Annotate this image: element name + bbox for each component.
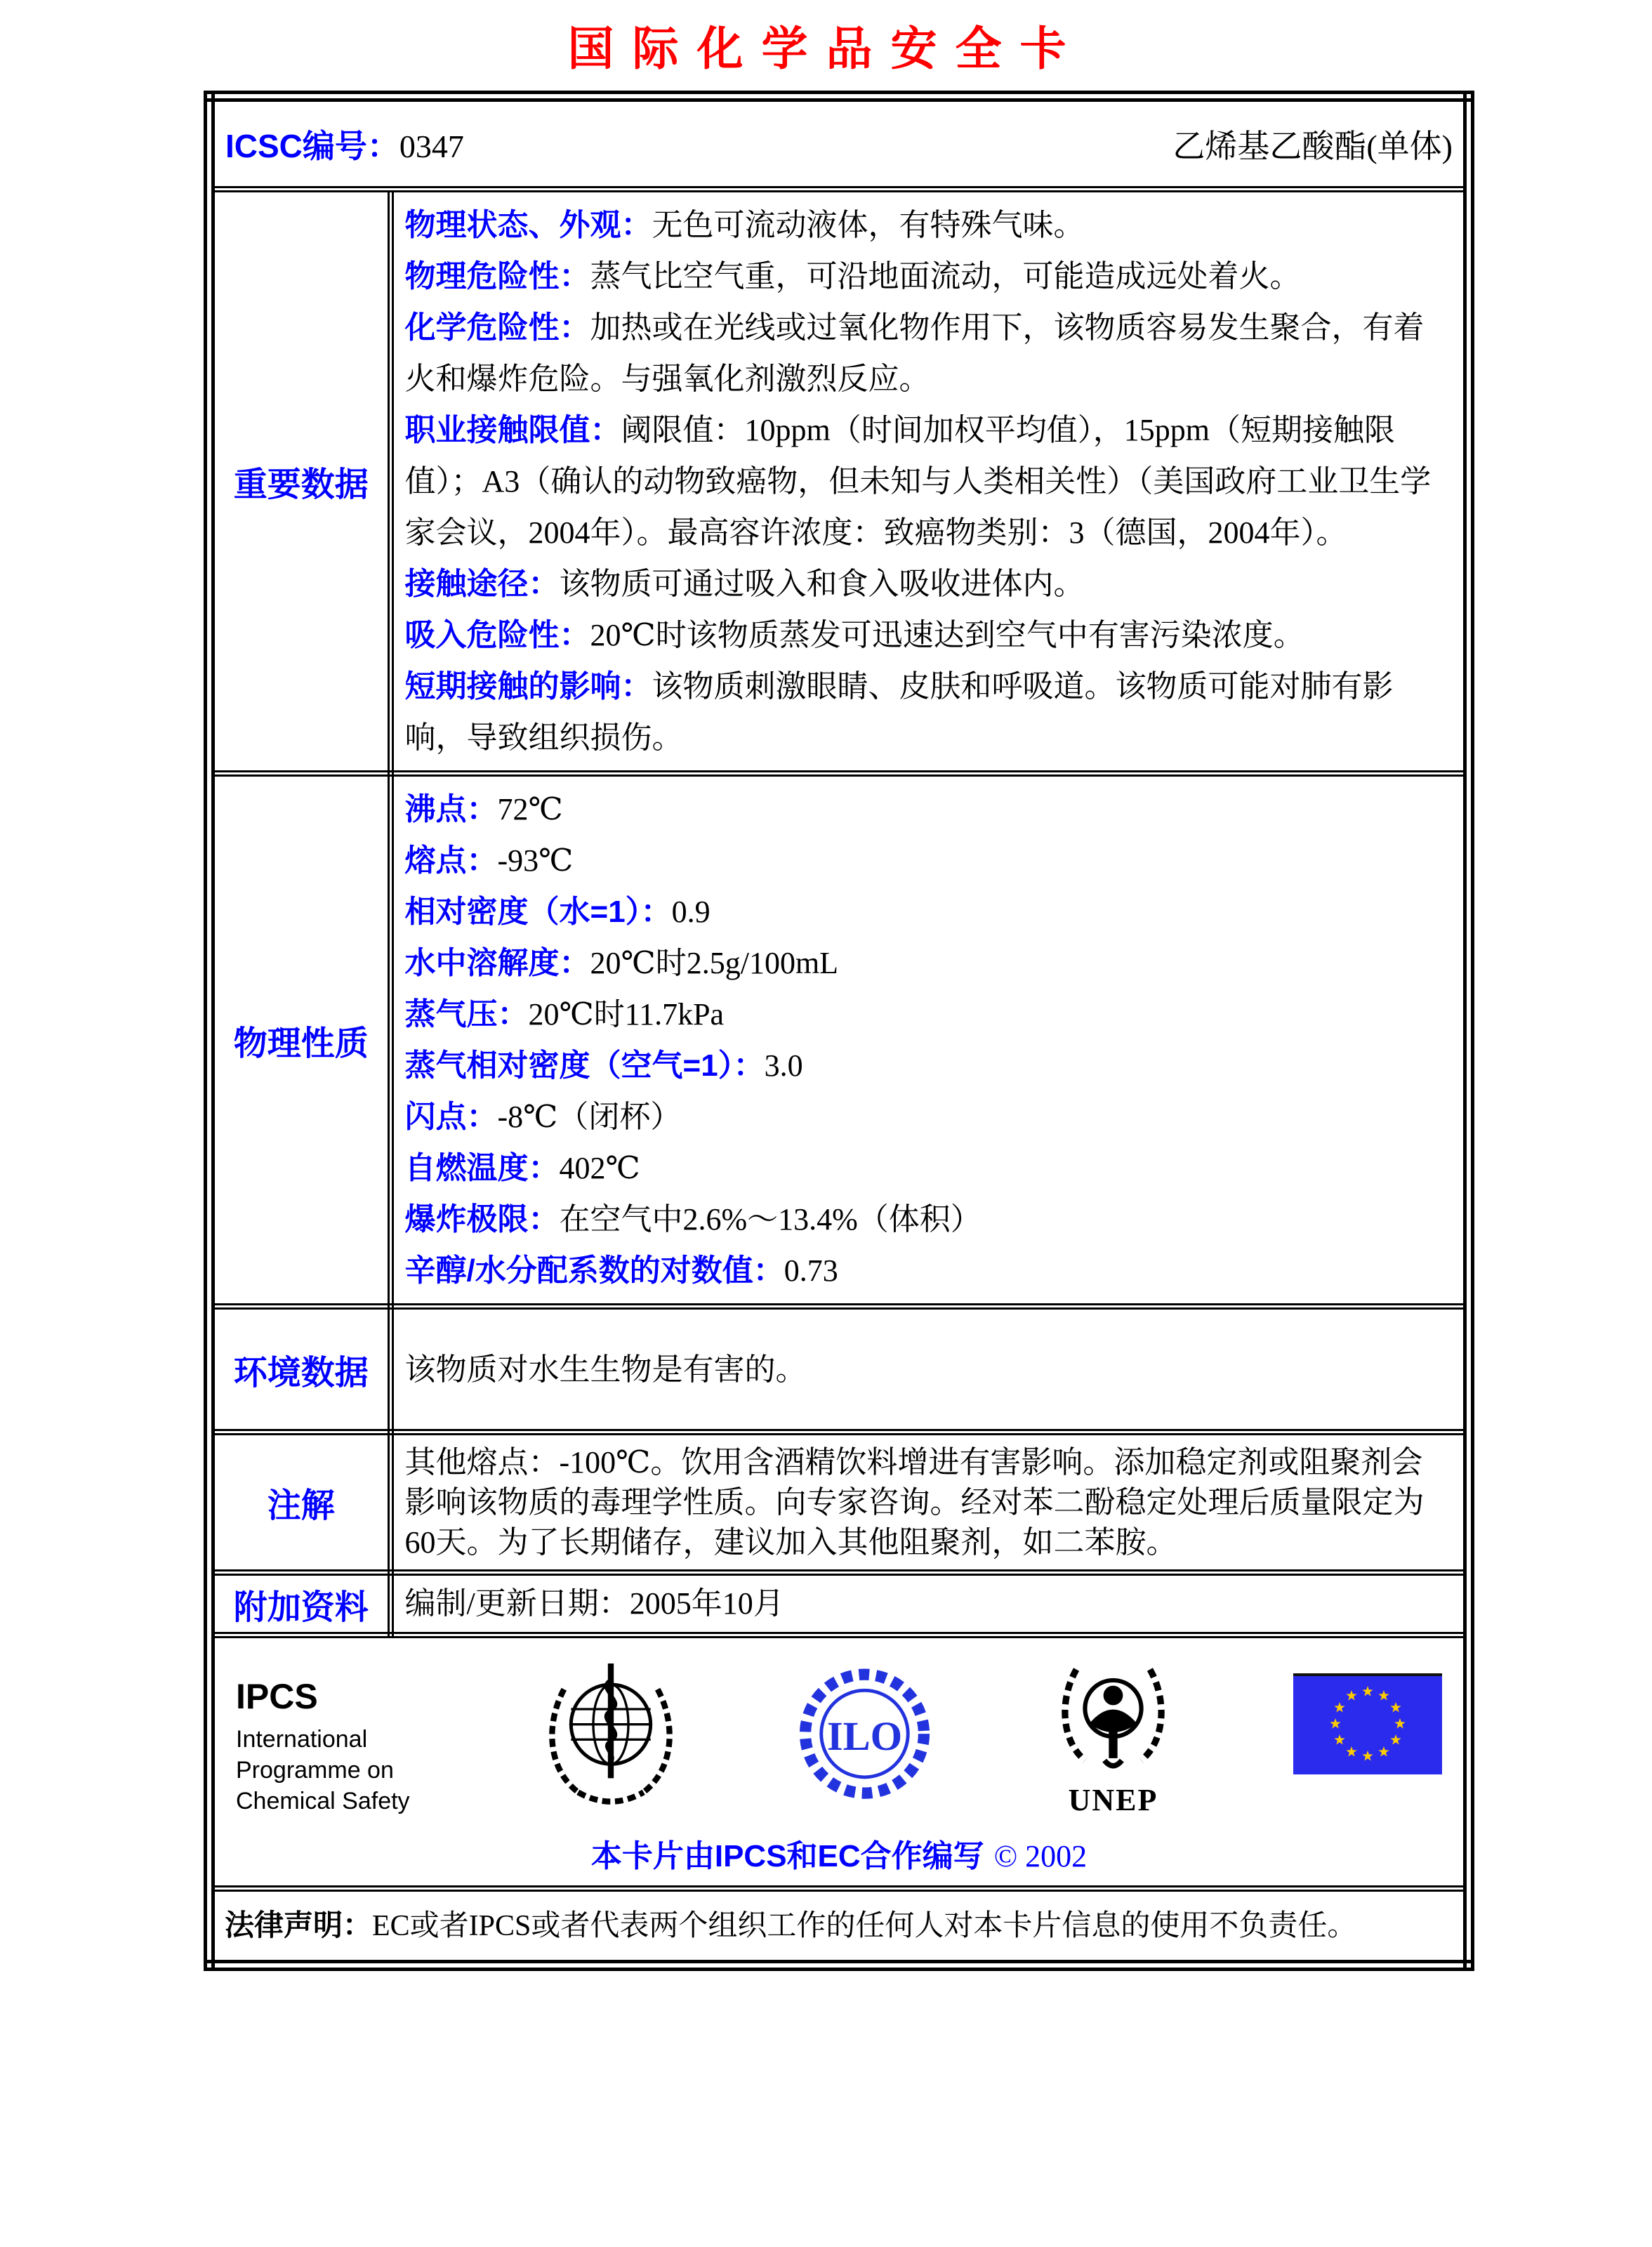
field-exposure-routes: 接触途径：该物质可通过吸入和食入吸收进体内。 <box>404 567 1085 601</box>
ipcs-text-block <box>236 1656 425 1817</box>
field-inhalation-risk: 吸入危险性：20℃时该物质蒸发可迅速达到空气中有害污染浓度。 <box>404 618 1304 652</box>
field-autoignition-temperature: 自燃温度：402℃ <box>404 1151 640 1185</box>
section-label-notes: 注解 <box>209 1432 390 1573</box>
field-melting-point: 熔点：-93℃ <box>404 843 574 878</box>
legal-row <box>209 1889 1469 1966</box>
additional-info-row <box>209 1573 1469 1635</box>
eu-flag-icon <box>1293 1656 1442 1774</box>
icsc-number-group <box>225 121 464 167</box>
icsc-number-value: 0347 <box>399 129 464 164</box>
field-vapor-relative-density: 蒸气相对密度（空气=1）：3.0 <box>404 1048 803 1083</box>
field-chemical-danger: 化学危险性：加热或在光线或过氧化物作用下，该物质容易发生聚合，有着火和爆炸危险。与强氧化剂激烈反应。 <box>404 310 1425 396</box>
unep-wordmark: UNEP <box>1068 1783 1158 1817</box>
header-row <box>209 96 1469 190</box>
caption-text: 本卡片由IPCS和EC合作编写 <box>590 1839 984 1873</box>
logos-cell <box>209 1635 1469 1889</box>
field-short-term-effects: 短期接触的影响：该物质刺激眼睛、皮肤和呼吸道。该物质可能对肺有影响，导致组织损伤。 <box>404 669 1394 755</box>
field-explosive-limits: 爆炸极限：在空气中2.6%～13.4%（体积） <box>404 1202 982 1237</box>
unep-logo-icon <box>1048 1656 1178 1818</box>
ipcs-subtitle-line2: Programme on <box>236 1757 394 1784</box>
legal-label: 法律声明： <box>225 1909 373 1942</box>
important-data-row <box>209 190 1469 774</box>
caption-year: © 2002 <box>993 1839 1088 1873</box>
physical-properties-content <box>390 774 1469 1307</box>
field-vapor-pressure: 蒸气压：20℃时11.7kPa <box>404 997 725 1032</box>
page-title: 国际化学品安全卡 <box>567 22 1085 74</box>
important-data-content <box>390 190 1469 774</box>
logos-row <box>209 1635 1469 1889</box>
cooperation-caption <box>236 1831 1442 1876</box>
field-physical-state: 物理状态、外观：无色可流动液体，有特殊气味。 <box>404 208 1085 242</box>
legal-cell <box>209 1889 1469 1966</box>
ipcs-subtitle-line1: International <box>236 1726 368 1753</box>
ipcs-subtitle-line3: Chemical Safety <box>236 1788 410 1814</box>
ilo-logo-icon <box>796 1656 933 1818</box>
notes-content: 其他熔点：-100℃。饮用含酒精饮料增进有害影响。添加稳定剂或阻聚剂会影响该物质的毒理学性质。向专家咨询。经对苯二酚稳定处理后质量限定为60天。为了长期储存，建议加入其他阻聚剂，如二苯胺。 <box>390 1432 1469 1573</box>
field-physical-danger: 物理危险性：蒸气比空气重，可沿地面流动，可能造成远处着火。 <box>404 259 1301 294</box>
physical-properties-row <box>209 774 1469 1307</box>
icsc-card <box>204 91 1474 1971</box>
substance-name: 乙烯基乙酸酯(单体) <box>1172 129 1453 164</box>
section-label-physical-properties: 物理性质 <box>209 774 390 1307</box>
environmental-data-row <box>209 1307 1469 1432</box>
field-occupational-limits: 职业接触限值：阈限值：10ppm（时间加权平均值），15ppm（短期接触限值）；A3（确认的动物致癌物，但未知与人类相关性）（美国政府工业卫生学家会议，2004年）。最高容许浓度：致癌物类别：3（德国，2004年）。 <box>404 413 1432 550</box>
section-label-additional-info: 附加资料 <box>209 1573 390 1635</box>
field-flash-point: 闪点：-8℃（闭杯） <box>404 1100 682 1134</box>
section-label-important-data: 重要数据 <box>209 190 390 774</box>
field-relative-density: 相对密度（水=1）：0.9 <box>404 895 711 929</box>
additional-info-content: 编制/更新日期：2005年10月 <box>390 1573 1469 1635</box>
field-boiling-point: 沸点：72℃ <box>404 792 563 826</box>
environmental-data-content: 该物质对水生生物是有害的。 <box>390 1307 1469 1432</box>
legal-text: EC或者IPCS或者代表两个组织工作的任何人对本卡片信息的使用不负责任。 <box>372 1910 1357 1942</box>
card-header-cell <box>209 96 1469 190</box>
icsc-number-label: ICSC编号： <box>225 128 399 164</box>
icsc-page <box>0 11 1652 2247</box>
svg-text:ILO: ILO <box>826 1713 903 1759</box>
ipcs-title: IPCS <box>236 1677 318 1716</box>
section-label-environmental-data: 环境数据 <box>209 1307 390 1432</box>
field-water-solubility: 水中溶解度：20℃时2.5g/100mL <box>404 946 839 980</box>
who-logo-icon <box>541 1656 681 1818</box>
field-octanol-water-logp: 辛醇/水分配系数的对数值：0.73 <box>404 1253 838 1288</box>
notes-row <box>209 1432 1469 1573</box>
